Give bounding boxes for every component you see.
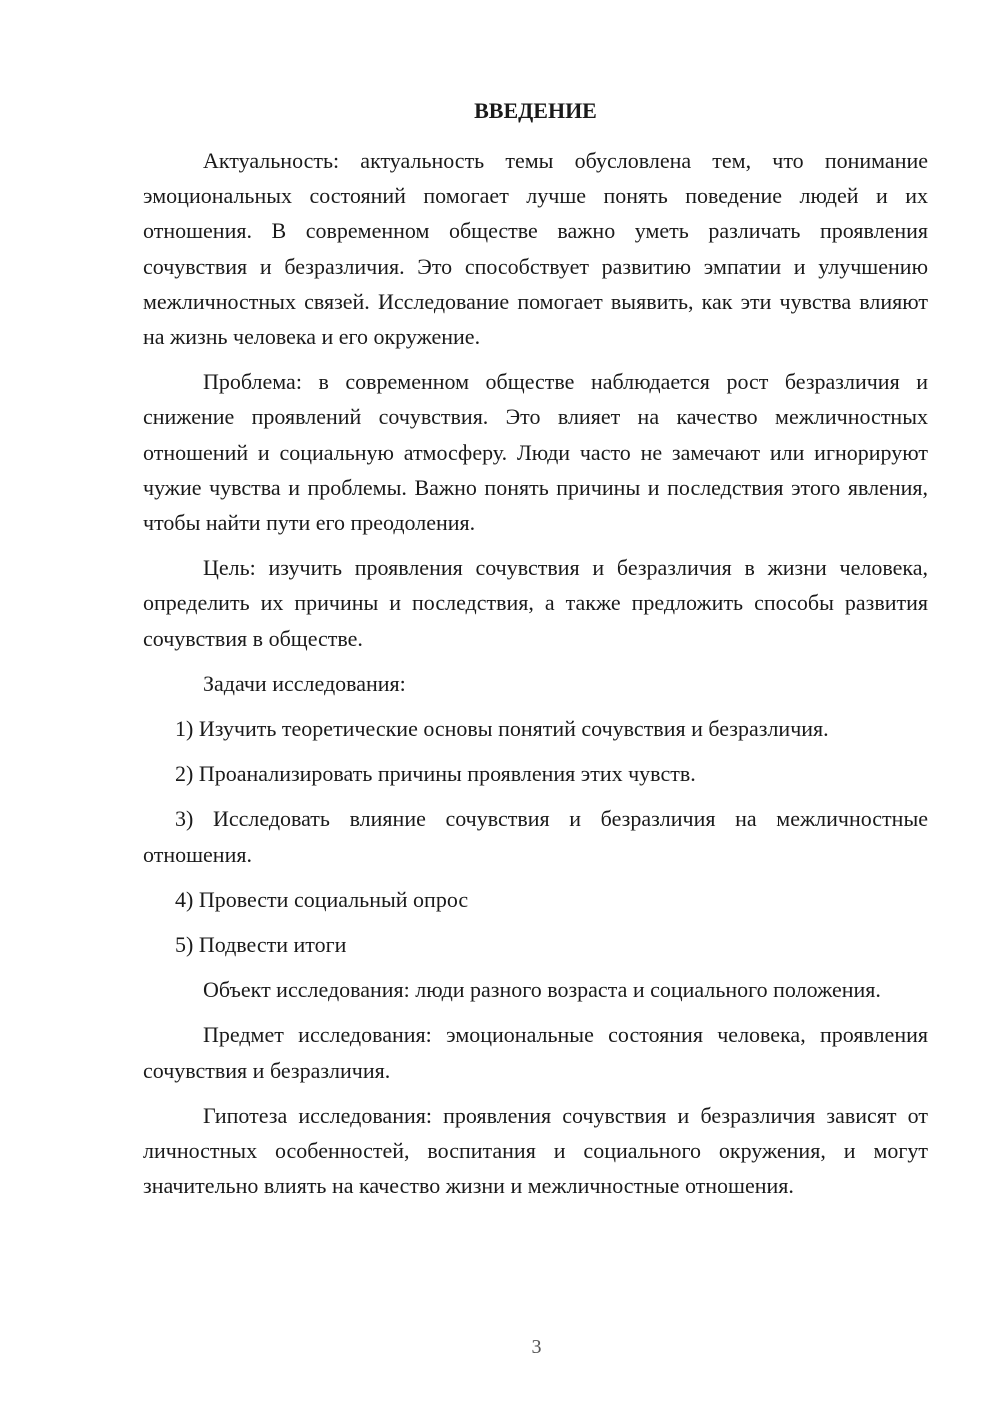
tasks-heading: Задачи исследования: [203, 670, 406, 696]
task-item-2: 2) Проанализировать причины проявления этих чувств. [175, 761, 696, 787]
task-item-5: 5) Подвести итоги [175, 932, 347, 958]
task-item-3: 3) Исследовать влияние сочувствия и безразличия на межличностные отношения. [143, 806, 928, 867]
goal-paragraph: Цель: изучить проявления сочувствия и безразличия в жизни человека, определить их причины и последствия, а также предложить способы развития сочувствия в обществе. [143, 555, 928, 651]
object-paragraph: Объект исследования: люди разного возраста и социального положения. [203, 977, 881, 1003]
page-title: ВВЕДЕНИЕ [474, 98, 597, 123]
relevance-paragraph: Актуальность: актуальность темы обусловлена тем, что понимание эмоциональных состояний помогает лучше понять поведение людей и их отношения. В современном обществе важно уметь различать проявления сочувствия и безразличия. Это способствует развитию эмпатии и улучшению межличностных связей. Исследование помогает выявить, как эти чувства влияют на жизнь человека и его окружение. [143, 148, 928, 350]
document-body [143, 143, 928, 1213]
page-number: 3 [531, 1336, 542, 1358]
problem-paragraph: Проблема: в современном обществе наблюдается рост безразличия и снижение проявлений сочувствия. Это влияет на качество межличностных отношений и социальную атмосферу. Люди часто не замечают или игнорируют чужие чувства и проблемы. Важно понять причины и последствия этого явления, чтобы найти пути его преодоления. [143, 369, 928, 536]
task-item-1: 1) Изучить теоретические основы понятий сочувствия и безразличия. [175, 716, 829, 742]
hypothesis-paragraph: Гипотеза исследования: проявления сочувствия и безразличия зависят от личностных особенностей, воспитания и социального окружения, и могут значительно влиять на качество жизни и межличностные отношения. [143, 1102, 928, 1199]
subject-paragraph: Предмет исследования: эмоциональные состояния человека, проявления сочувствия и безразличия. [143, 1022, 928, 1083]
task-item-4: 4) Провести социальный опрос [175, 886, 469, 912]
